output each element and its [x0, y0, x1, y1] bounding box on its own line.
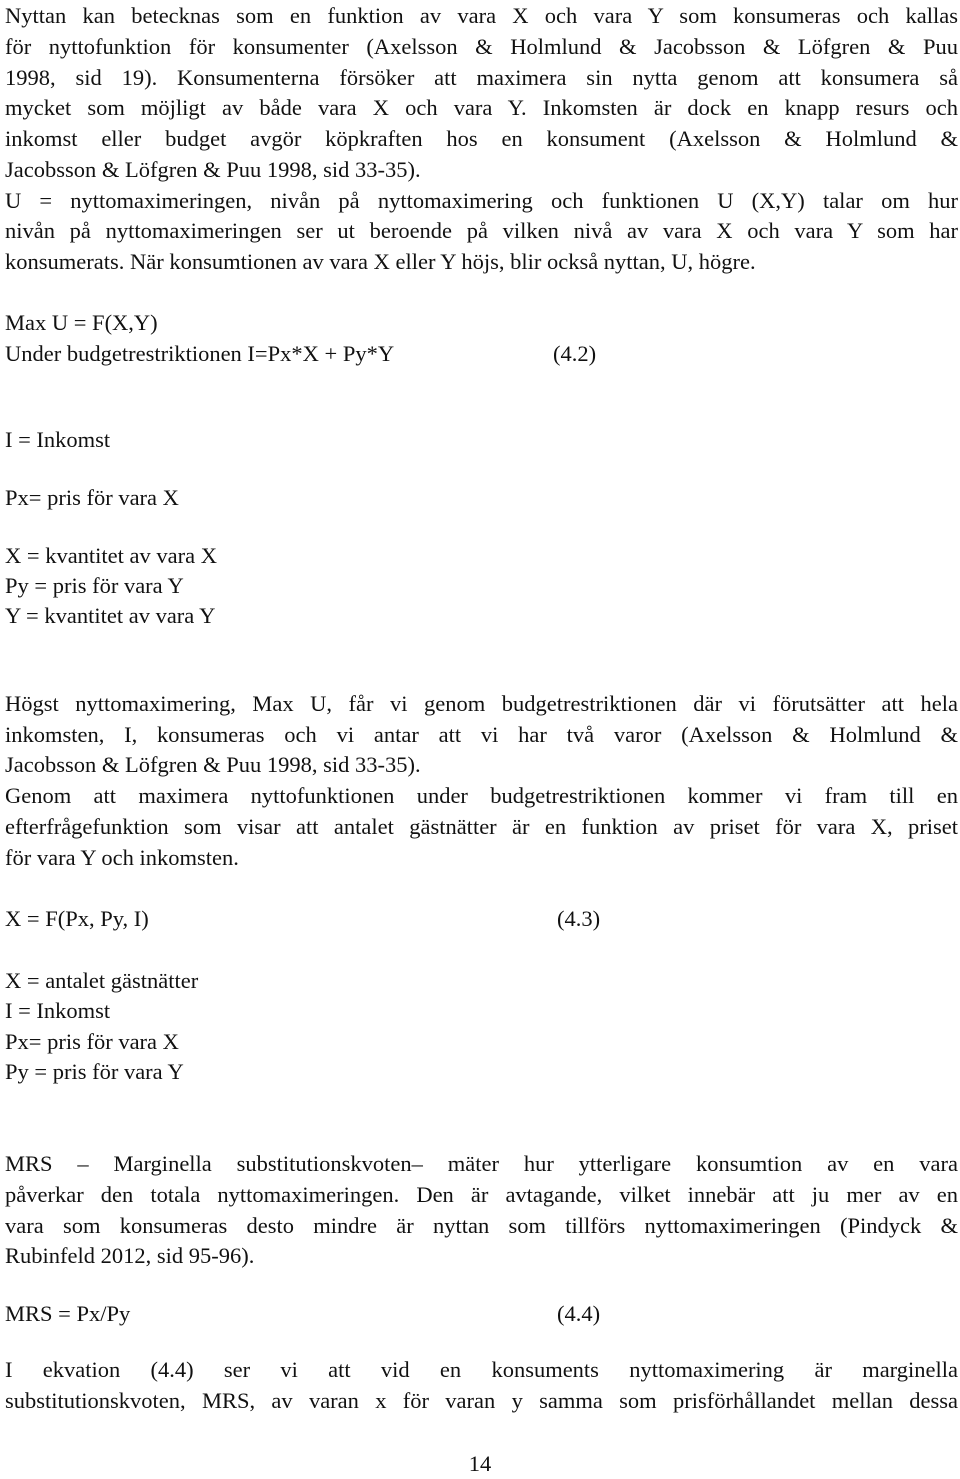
- text-line: Nyttan kan betecknas som en funktion av vara X och vara Y som konsumeras och kallas: [5, 3, 958, 28]
- equation-formula: X = F(Px, Py, I): [5, 906, 149, 931]
- text-line: U = nyttomaximeringen, nivån på nyttomaximering och funktionen U (X,Y) talar om hur: [5, 188, 958, 213]
- text-line: inkomsten, I, konsumeras och vi antar att vi har två varor (Axelsson & Holmlund &: [5, 722, 958, 747]
- equation-number: (4.4): [557, 1301, 601, 1326]
- definition-item: Y = kvantitet av vara Y: [5, 603, 216, 628]
- text-line: Genom att maximera nyttofunktionen under budgetrestriktionen kommer vi fram till en: [5, 783, 958, 808]
- text-line: substitutionskvoten, MRS, av varan x för varan y samma som prisförhållandet mellan dessa: [5, 1388, 958, 1413]
- text-line: efterfrågefunktion som visar att antalet gästnätter är en funktion av priset för vara X, priset: [5, 814, 958, 839]
- text-line: påverkar den totala nyttomaximeringen. Den är avtagande, vilket innebär att ju mer av en: [5, 1182, 958, 1207]
- text-line: Jacobsson & Löfgren & Puu 1998, sid 33-35).: [5, 157, 421, 182]
- definition-item: Px= pris för vara X: [5, 485, 179, 510]
- text-line: nivån på nyttomaximeringen ser ut beroende på vilken nivå av vara X och vara Y som har: [5, 218, 958, 243]
- text-line: mycket som möjligt av både vara X och vara Y. Inkomsten är dock en knapp resurs och: [5, 95, 958, 120]
- equation-line: Under budgetrestriktionen I=Px*X + Py*Y: [5, 341, 395, 366]
- equation-formula: MRS = Px/Py: [5, 1301, 131, 1326]
- equation-number: (4.2): [553, 341, 597, 366]
- text-line: för vara Y och inkomsten.: [5, 845, 239, 870]
- definition-item: I = Inkomst: [5, 998, 111, 1023]
- page-number: 14: [468, 1451, 492, 1476]
- definition-item: I = Inkomst: [5, 427, 111, 452]
- text-line: Högst nyttomaximering, Max U, får vi genom budgetrestriktionen där vi förutsätter att hela: [5, 691, 958, 716]
- text-line: MRS – Marginella substitutionskvoten– mäter hur ytterligare konsumtion av en vara: [5, 1151, 958, 1176]
- text-line: inkomst eller budget avgör köpkraften hos en konsument (Axelsson & Holmlund &: [5, 126, 958, 151]
- text-line: konsumerats. När konsumtionen av vara X eller Y höjs, blir också nyttan, U, högre.: [5, 249, 756, 274]
- text-line: Rubinfeld 2012, sid 95-96).: [5, 1243, 255, 1268]
- text-line: för nyttofunktion för konsumenter (Axelsson & Holmlund & Jacobsson & Löfgren & Puu: [5, 34, 958, 59]
- definition-item: Px= pris för vara X: [5, 1029, 179, 1054]
- definition-item: Py = pris för vara Y: [5, 573, 184, 598]
- text-line: I ekvation (4.4) ser vi att vid en konsuments nyttomaximering är marginella: [5, 1357, 958, 1382]
- equation-line: Max U = F(X,Y): [5, 310, 158, 335]
- definition-item: X = antalet gästnätter: [5, 968, 199, 993]
- definition-item: Py = pris för vara Y: [5, 1059, 184, 1084]
- text-line: vara som konsumeras desto mindre är nyttan som tillförs nyttomaximeringen (Pindyck &: [5, 1213, 958, 1238]
- text-line: 1998, sid 19). Konsumenterna försöker att maximera sin nytta genom att konsumera så: [5, 65, 958, 90]
- equation-number: (4.3): [557, 906, 601, 931]
- text-line: Jacobsson & Löfgren & Puu 1998, sid 33-35).: [5, 752, 421, 777]
- definition-item: X = kvantitet av vara X: [5, 543, 217, 568]
